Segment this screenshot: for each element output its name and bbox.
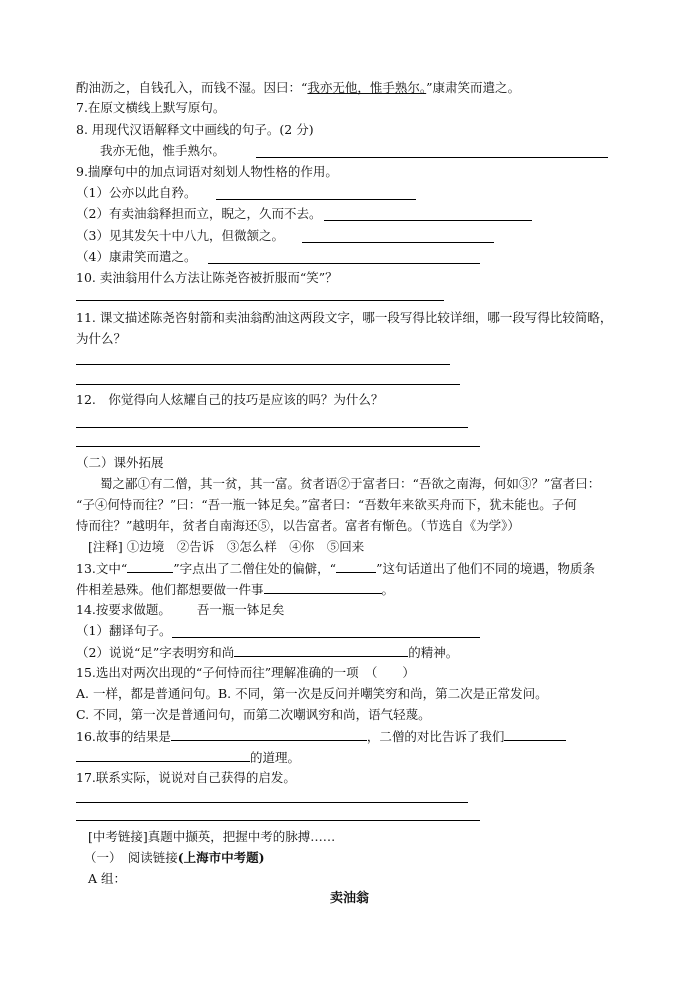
extension-passage-line: 蜀之鄙①有二僧，其一贫，其一富。贫者语②于富者曰：“吾欲之南海，何如③？”富者曰： [100, 476, 601, 491]
question-15-options-ab: A. 一样，都是普通问句。B. 不同，第一次是反问并嘲笑穷和尚，第二次是正常发问。 [76, 686, 548, 701]
answer-line[interactable] [76, 384, 460, 385]
question-16-cont [76, 749, 300, 766]
question-12: 12. 你觉得向人炫耀自己的技巧是应该的吗？为什么？ [76, 392, 384, 407]
passage-title: 卖油翁 [330, 891, 370, 906]
answer-line[interactable] [256, 157, 608, 158]
question-7: 7.在原文横线上默写原句。 [76, 100, 226, 115]
question-13-text: ”这句话道出了他们不同的境遇，物质条 [376, 561, 595, 576]
passage-text-end: ”康肃笑而遣之。 [426, 80, 521, 95]
answer-line[interactable] [324, 220, 532, 221]
extension-passage-line: 恃而往？”越明年，贫者自南海还⑤，以告富者。富者有惭色。（节选自《为学》） [76, 518, 520, 533]
question-9-item-3: （3）见其发矢十中八九，但微颔之。 [76, 228, 284, 243]
question-10: 10. 卖油翁用什么方法让陈尧咨被折服而“笑”？ [76, 270, 338, 285]
passage-text: 酌油沥之，自钱孔入，而钱不湿。因曰：“ [76, 80, 308, 95]
question-14-text: 14.按要求做题。 [76, 602, 171, 617]
blank[interactable] [76, 749, 250, 762]
answer-line[interactable] [76, 802, 468, 803]
passage-continuation [76, 80, 520, 96]
answer-line[interactable] [76, 446, 480, 447]
section-extension-heading: （二）课外拓展 [76, 455, 164, 470]
answer-line[interactable] [76, 364, 450, 365]
blank[interactable] [171, 728, 367, 741]
question-13-text: 13.文中“ [76, 561, 128, 576]
question-11-cont: 为什么？ [76, 331, 127, 346]
blank[interactable] [127, 560, 173, 573]
blank[interactable] [264, 581, 382, 594]
question-9: 9.揣摩句中的加点词语对刻划人物性格的作用。 [76, 164, 338, 179]
question-14-text: 的精神。 [408, 645, 459, 660]
question-16-text: 的道理。 [250, 750, 301, 765]
answer-line[interactable] [216, 199, 416, 200]
question-16 [76, 728, 566, 745]
answer-line[interactable] [172, 637, 480, 638]
question-16-text: 16.故事的结果是 [76, 729, 171, 744]
exam-link-heading: [中考链接]真题中撷英，把握中考的脉搏…… [88, 829, 336, 844]
question-14-phrase: 吾一瓶一钵足矣 [196, 602, 285, 617]
underlined-sentence: 我亦无他，惟手熟尔。 [307, 80, 427, 95]
question-14-item-1: （1）翻译句子。 [76, 623, 172, 638]
question-13-text: 件相差悬殊。他们都想要做一件事 [76, 582, 264, 597]
group-label: A 组： [88, 871, 127, 886]
question-13 [76, 560, 595, 577]
answer-line[interactable] [76, 427, 468, 428]
question-14 [76, 602, 284, 618]
question-14-text: （2）说说“足”字表明穷和尚 [76, 645, 235, 660]
question-13-cont [76, 581, 394, 598]
question-8-sentence: 我亦无他，惟手熟尔。 [100, 143, 226, 158]
question-8: 8. 用现代汉语解释文中画线的句子。(2 分) [76, 122, 314, 137]
question-9-item-1: （1）公亦以此自矜。 [76, 185, 197, 200]
reading-link-label: （一） 阅读链接 [84, 850, 178, 865]
extension-passage-line: “子④何恃而往？”曰：“吾一瓶一钵足矣。”富者曰：“吾数年来欲买舟而下，犹未能也。子何 [76, 497, 577, 512]
question-17: 17.联系实际，说说对自己获得的启发。 [76, 770, 296, 785]
question-9-item-2: （2）有卖油翁释担而立，睨之，久而不去。 [76, 206, 322, 221]
blank[interactable] [336, 560, 376, 573]
reading-link-source: (上海市中考题) [177, 850, 265, 865]
question-15: 15.选出对两次出现的“子何恃而往”理解准确的一项 （ ） [76, 665, 415, 680]
answer-line[interactable] [302, 242, 494, 243]
question-16-text: ，二僧的对比告诉了我们 [366, 729, 505, 744]
question-9-item-4: （4）康肃笑而遣之。 [76, 249, 197, 264]
answer-line[interactable] [76, 820, 480, 821]
answer-line[interactable] [76, 300, 444, 301]
question-13-text: 。 [381, 582, 395, 597]
answer-line[interactable] [208, 263, 480, 264]
question-14-item-2 [76, 644, 458, 661]
question-13-text: ”字点出了二僧住处的偏僻，“ [173, 561, 337, 576]
reading-link-heading [84, 850, 265, 866]
blank[interactable] [504, 728, 566, 741]
question-15-option-c: C. 不同，第一次是普通问句，而第二次嘲讽穷和尚，语气轻蔑。 [76, 707, 431, 722]
blank[interactable] [234, 644, 408, 657]
annotation-notes: [注释] ①边境 ②告诉 ③怎么样 ④你 ⑤回来 [88, 539, 365, 554]
question-11: 11. 课文描述陈尧咨射箭和卖油翁酌油这两段文字，哪一段写得比较详细，哪一段写得比较简略， [76, 310, 613, 325]
